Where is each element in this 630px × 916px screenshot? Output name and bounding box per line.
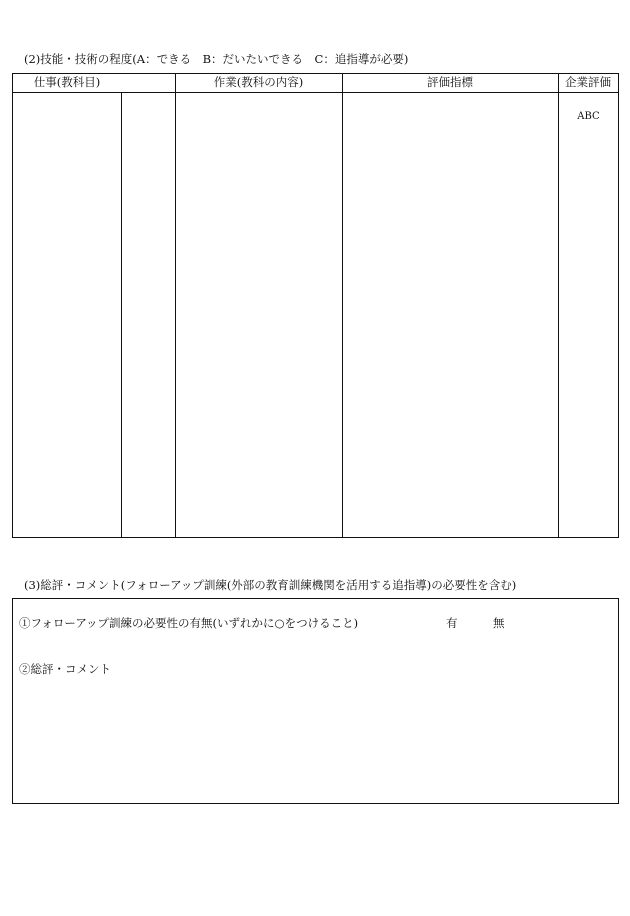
comment-area[interactable] bbox=[19, 681, 611, 793]
company-eval-cell[interactable] bbox=[559, 93, 618, 537]
option-yes[interactable]: 有 bbox=[446, 616, 458, 630]
section2-title: (2)技能・技術の程度(A：できる B：だいたいできる C：追指導が必要) bbox=[24, 52, 409, 66]
header-indicator: 評価指標 bbox=[427, 75, 473, 89]
comment-box bbox=[12, 598, 619, 804]
skills-evaluation-table bbox=[12, 73, 619, 538]
section3-title: (3)総評・コメント(フォローアップ訓練(外部の教育訓練機関を活用する追指導)の必要性を含む) bbox=[24, 578, 517, 592]
header-company-eval: 企業評価 bbox=[565, 75, 611, 89]
indicator-cell[interactable] bbox=[343, 93, 558, 537]
followup-question: ①フォローアップ訓練の必要性の有無(いずれかに○をつけること) bbox=[19, 616, 359, 630]
option-no[interactable]: 無 bbox=[493, 616, 505, 630]
job-sub-cell[interactable] bbox=[122, 93, 175, 537]
job-cell[interactable] bbox=[13, 93, 121, 537]
company-eval-scale: ABC bbox=[577, 111, 600, 122]
header-job: 仕事(教科目) bbox=[33, 75, 101, 89]
task-cell[interactable] bbox=[176, 93, 342, 537]
comment-label: ②総評・コメント bbox=[19, 662, 111, 676]
header-task: 作業(教科の内容) bbox=[213, 75, 304, 89]
